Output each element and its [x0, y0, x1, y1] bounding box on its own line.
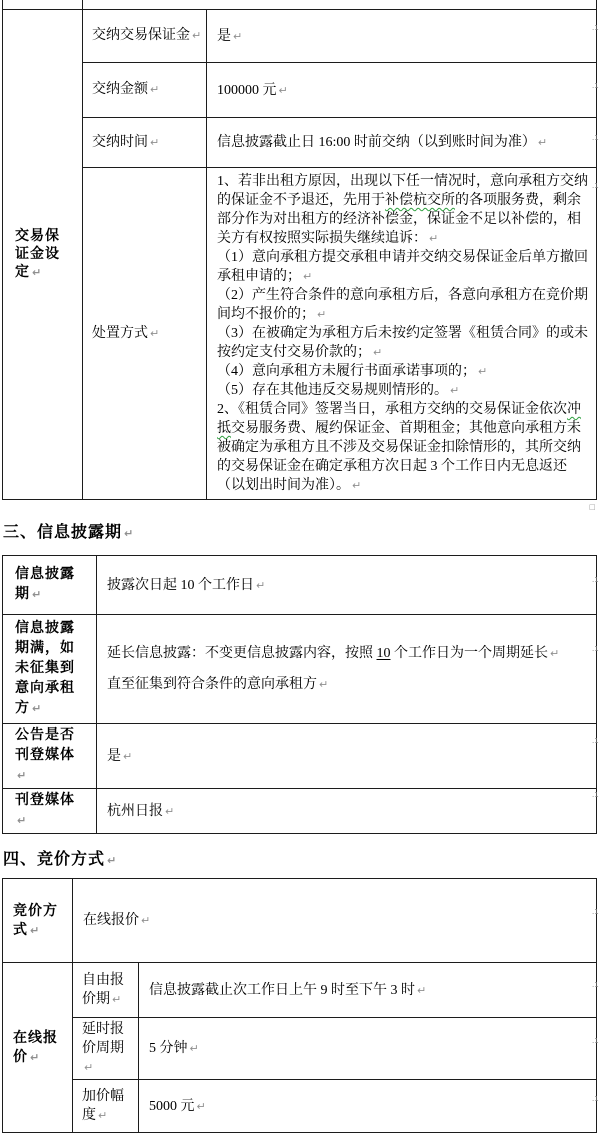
pilcrow-mark: ↵	[150, 83, 160, 96]
disposal-text: 交易服务费、履约保证金、首期租金；其他意向承租方未被确定为承租方且不涉及交易保证金扣除情形的，其所交纳的交易保证金在确定承租方次日起 3 个工作日内无息返还（以划出时间为准）。	[217, 421, 581, 493]
online-bidding-group-cell	[3, 963, 73, 1133]
pilcrow-mark: ↵	[319, 678, 329, 691]
pilcrow-mark: ↵	[192, 29, 202, 42]
pilcrow-mark: ↵	[196, 1099, 206, 1113]
disposal-list-item	[217, 248, 592, 286]
table-row	[3, 1080, 597, 1133]
table-row	[3, 118, 597, 168]
row-end-mark: .1	[592, 908, 599, 916]
row-value: 信息披露截止次工作日上午 9 时至下午 3 时	[149, 982, 415, 998]
pilcrow-mark: ↵	[17, 769, 28, 782]
row-end-mark: .1	[592, 791, 599, 799]
disposal-text: （2）产生符合条件的意向承租方后，各意向承租方在竞价期间均不报价的；	[217, 288, 588, 322]
row-label-cell	[83, 118, 207, 168]
heading-text: 四、竞价方式	[3, 851, 106, 868]
pilcrow-mark: ↵	[98, 1109, 108, 1122]
pilcrow-mark: ↵	[30, 923, 41, 937]
row-end-mark: .1	[592, 1095, 599, 1103]
disclosure-table	[2, 555, 597, 834]
row-value: 是	[217, 28, 231, 44]
row-value-cell	[73, 879, 597, 963]
pilcrow-mark: ↵	[32, 588, 43, 601]
row-value: 披露次日起 10 个工作日	[107, 577, 254, 593]
pilcrow-mark: ↵	[352, 479, 362, 492]
pilcrow-mark: ↵	[189, 1042, 199, 1055]
pilcrow-mark: ↵	[32, 265, 43, 279]
table-row	[3, 963, 597, 1018]
value-text: 个工作日为一个周期延长	[390, 646, 548, 661]
row-value: 在线报价	[83, 913, 139, 928]
disposal-text: （1）意向承租方提交承租申请并交纳交易保证金后单方撤回承租申请的；	[217, 250, 588, 284]
partial-cell-left	[3, 0, 83, 10]
row-value-cell	[207, 10, 597, 63]
row-value: 信息披露截止日 16:00 时前交纳（以到账时间为准）	[217, 135, 536, 150]
row-value: 5000 元	[149, 1098, 195, 1114]
table-row-partial	[3, 0, 597, 10]
pilcrow-mark: ↵	[150, 135, 160, 149]
pilcrow-mark: ↵	[429, 232, 439, 245]
pilcrow-mark: ↵	[256, 578, 266, 592]
row-value: 100000 元	[217, 82, 277, 98]
section-heading-disclosure	[3, 519, 134, 542]
pilcrow-mark: ↵	[141, 914, 151, 927]
deposit-table	[2, 0, 597, 500]
underlined-number: 10	[376, 646, 391, 661]
pilcrow-mark: ↵	[417, 983, 427, 997]
row-label: 延时报价周期	[82, 1022, 124, 1056]
row-label-cell	[3, 724, 97, 789]
spellcheck-flagged-text: 冲抵	[217, 402, 581, 436]
pilcrow-mark: ↵	[478, 365, 488, 378]
row-value-cell	[139, 963, 597, 1018]
row-end-mark: .1	[592, 576, 599, 584]
row-label: 信息披露期满，如未征集到意向承租方	[15, 621, 75, 716]
pilcrow-mark: ↵	[165, 804, 175, 818]
pilcrow-mark: ↵	[123, 749, 133, 763]
row-label-cell	[73, 1080, 139, 1133]
table-row	[3, 789, 597, 834]
deposit-section-label-cell	[3, 10, 83, 500]
pilcrow-mark: ↵	[17, 814, 28, 827]
row-end-mark: .1	[592, 981, 599, 989]
disposal-list-item	[217, 362, 592, 381]
table-row	[3, 168, 597, 500]
section-heading-bidding	[3, 846, 117, 869]
pilcrow-mark: ↵	[30, 1050, 41, 1064]
disposal-paragraph	[217, 400, 592, 495]
table-row	[3, 1018, 597, 1080]
disposal-text: 的各项服务费，剩余部分作为对出租方的经济补偿金，保证金不足以补偿的，相关方有权按照实际损失继续追诉：	[217, 193, 581, 246]
row-value: 是	[107, 748, 121, 764]
table-row	[3, 879, 597, 963]
row-value-cell	[97, 615, 597, 724]
pilcrow-mark: ↵	[112, 993, 122, 1006]
row-value-cell	[139, 1018, 597, 1080]
spellcheck-flagged-text: 补偿杭交所	[385, 193, 455, 208]
pilcrow-mark: ↵	[550, 647, 560, 660]
table-row	[3, 556, 597, 615]
pilcrow-mark: ↵	[124, 527, 135, 540]
row-end-mark: .1	[592, 24, 599, 32]
bidding-table	[2, 878, 597, 1133]
row-end-mark: .1	[592, 82, 599, 90]
row-end-mark: .1	[592, 182, 599, 190]
pilcrow-mark: ↵	[373, 346, 383, 359]
table-row	[3, 724, 597, 789]
row-label: 加价幅度	[82, 1089, 124, 1123]
row-end-mark: .1	[592, 134, 599, 142]
row-label: 刊登媒体	[15, 793, 75, 808]
row-end-mark: .1	[592, 737, 599, 745]
partial-cell-right	[83, 0, 597, 10]
row-label: 交纳金额	[92, 82, 148, 97]
row-label: 处置方式	[92, 325, 148, 341]
disposal-text: 1、若非出租方原因，出现以下任一情况时，意向承租方交纳的保证金不予退还，先用于	[217, 174, 588, 208]
heading-text: 三、信息披露期	[3, 524, 123, 541]
disposal-text: （5）存在其他违反交易规则情形的。	[217, 383, 448, 398]
pilcrow-mark: ↵	[107, 854, 118, 867]
row-label-cell	[83, 10, 207, 63]
row-value-cell	[97, 724, 597, 789]
row-value-cell	[207, 63, 597, 118]
pilcrow-mark: ↵	[233, 29, 243, 43]
row-label: 公告是否刊登媒体	[15, 728, 75, 763]
row-value: 5 分钟	[149, 1041, 188, 1056]
extension-line2	[107, 669, 592, 700]
row-label: 交纳交易保证金	[92, 28, 190, 43]
disposal-content-cell	[207, 168, 597, 500]
pilcrow-mark: ↵	[84, 1061, 94, 1074]
extension-line1	[107, 638, 592, 669]
row-value: 杭州日报	[107, 803, 163, 819]
row-label-cell	[83, 168, 207, 500]
row-label: 竞价方式	[13, 903, 58, 938]
row-label-cell	[3, 615, 97, 724]
table-row	[3, 63, 597, 118]
pilcrow-mark: ↵	[278, 83, 288, 97]
pilcrow-mark: ↵	[450, 384, 460, 397]
disposal-list-item	[217, 324, 592, 362]
row-label-cell	[83, 63, 207, 118]
pilcrow-mark: ↵	[303, 270, 313, 283]
pilcrow-mark: ↵	[150, 326, 160, 340]
row-end-mark: .1	[592, 1037, 599, 1045]
row-label-cell	[73, 1018, 139, 1080]
table-row	[3, 615, 597, 724]
disposal-text: （3）在被确定为承租方后未按约定签署《租赁合同》的或未按约定支付交易价款的；	[217, 326, 588, 360]
table-row	[3, 10, 597, 63]
row-label-cell	[3, 789, 97, 834]
disposal-list-item	[217, 286, 592, 324]
section-label: 交易保证金设定	[15, 228, 60, 280]
table-end-mark: □	[589, 503, 596, 511]
disposal-list-item	[217, 381, 592, 400]
row-value-cell	[97, 556, 597, 615]
value-text: 延长信息披露：不变更信息披露内容，按照	[107, 646, 377, 661]
row-label: 信息披露期	[15, 567, 75, 602]
row-label: 交纳时间	[92, 134, 148, 150]
row-label-cell	[73, 963, 139, 1018]
value-text: 直至征集到符合条件的意向承租方	[107, 677, 317, 692]
pilcrow-mark: ↵	[317, 308, 327, 321]
group-label: 在线报价	[13, 1030, 58, 1065]
row-label-cell	[3, 556, 97, 615]
row-label-cell	[3, 879, 73, 963]
row-label: 自由报价期	[82, 973, 124, 1007]
disposal-text: （4）意向承租方未履行书面承诺事项的；	[217, 364, 476, 379]
pilcrow-mark: ↵	[32, 702, 43, 715]
row-value-cell	[97, 789, 597, 834]
pilcrow-mark: ↵	[537, 136, 548, 149]
disposal-text: 2、《租赁合同》签署当日，承租方交纳的交易保证金依次	[217, 402, 567, 417]
row-end-mark: .1	[592, 645, 599, 653]
disposal-paragraph	[217, 172, 592, 248]
row-value-cell	[207, 118, 597, 168]
row-value-cell	[139, 1080, 597, 1133]
